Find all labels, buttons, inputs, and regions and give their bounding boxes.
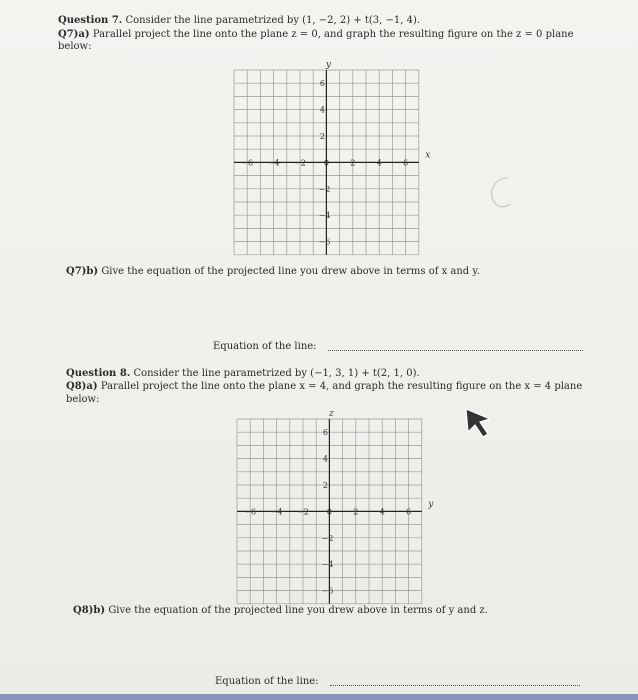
q8b-line	[73, 604, 488, 617]
q8-vertical-axis-label: z	[329, 409, 334, 419]
q8-y-tick-label: 6	[322, 428, 328, 438]
q8-equation-answer-line[interactable]	[330, 685, 580, 686]
q7a-label: Q7)a)	[58, 29, 90, 40]
q7-y-tick-label: 2	[319, 132, 325, 141]
q8-stem: Consider the line parametrized by (−1, 3, 1) + t(2, 1, 0).	[133, 368, 420, 379]
q7-x-tick-label: 6	[403, 158, 409, 168]
q8-y-tick-label: 2	[322, 481, 328, 490]
q7-x-tick-label: 0	[323, 158, 329, 168]
q8-x-tick-label: 0	[326, 507, 332, 517]
pen-mark-icon	[480, 172, 520, 212]
q8-equation-label: Equation of the line:	[215, 676, 319, 687]
q8-y-tick-label: 4	[322, 454, 328, 464]
q7b-text: Give the equation of the projected line you drew above in terms of x and y.	[101, 266, 480, 277]
q7-stem: Consider the line parametrized by (1, −2, 2) + t(3, −1, 4).	[125, 15, 421, 26]
q8a-text-cont: below:	[66, 394, 100, 405]
q7-horizontal-axis-label: x	[425, 150, 431, 161]
q7-x-tick-label: −2	[294, 158, 306, 168]
q8-y-tick-label: −2	[321, 533, 334, 543]
q8-horizontal-axis-label: y	[428, 499, 434, 510]
q8-heading	[66, 367, 420, 380]
q7-equation-answer-line[interactable]	[328, 350, 583, 351]
q7-y-tick-label: −6	[318, 237, 331, 247]
q7-vertical-axis-label: y	[325, 60, 331, 70]
q7-equation-label: Equation of the line:	[213, 341, 317, 352]
q7-graph-svg[interactable]	[222, 58, 447, 263]
q7-y-tick-label: 4	[319, 105, 325, 115]
cursor-arrow-icon	[462, 407, 496, 441]
q7a-text-cont: below:	[58, 41, 92, 52]
q8b-label: Q8)b)	[73, 605, 106, 616]
q7-x-tick-label: −4	[267, 158, 280, 168]
q7-y-tick-label: −2	[318, 184, 331, 194]
q7b-label: Q7)b)	[66, 266, 99, 277]
q7-x-tick-label: 2	[350, 158, 356, 168]
q8-x-tick-label: 2	[353, 507, 359, 517]
q7-y-tick-label: −4	[318, 211, 331, 221]
q8-title: Question 8.	[66, 368, 131, 379]
q8a-label: Q8)a)	[66, 381, 98, 392]
q8-x-tick-label: 6	[406, 507, 412, 517]
q7-graph-grid[interactable]	[222, 58, 447, 263]
q7a-line	[58, 28, 574, 41]
q8-x-tick-label: −2	[297, 507, 309, 517]
q8-graph-svg[interactable]	[225, 407, 450, 612]
q8b-text: Give the equation of the projected line you drew above in terms of y and z.	[108, 605, 488, 616]
q7-heading	[58, 14, 420, 27]
q7-title: Question 7.	[58, 15, 123, 26]
q8-x-tick-label: 4	[379, 507, 385, 517]
q8-graph-grid[interactable]	[225, 407, 450, 612]
q7-y-tick-label: 6	[319, 79, 325, 89]
q8-x-tick-label: −4	[270, 507, 283, 517]
q8a-text: Parallel project the line onto the plane x = 4, and graph the resulting figure on the x = 4 plane	[100, 381, 583, 392]
q7b-line	[66, 265, 480, 278]
q8-x-tick-label: −6	[244, 507, 257, 517]
q7-x-tick-label: −6	[241, 158, 254, 168]
q7-x-tick-label: 4	[376, 158, 382, 168]
q8-y-tick-label: −6	[321, 586, 334, 596]
bottom-edge-strip	[0, 694, 638, 700]
q7a-text: Parallel project the line onto the plane z = 0, and graph the resulting figure on the z = 0 plane	[92, 29, 574, 40]
q8-y-tick-label: −4	[321, 560, 334, 570]
q8a-line	[66, 380, 582, 393]
